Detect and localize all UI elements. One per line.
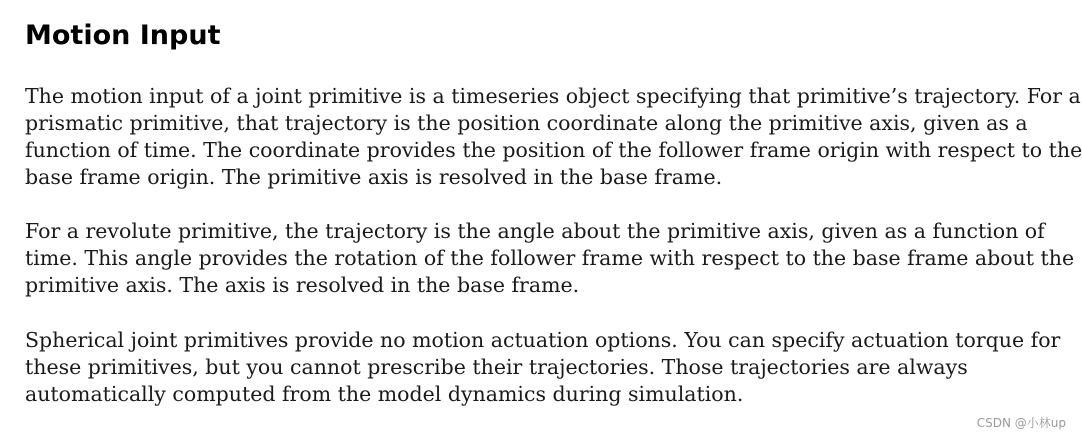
paragraph-line: prismatic primitive, that trajectory is the position coordinate along the primitive axis, given as a	[25, 111, 1028, 135]
page-title: Motion Input	[25, 20, 221, 51]
paragraph-line: time. This angle provides the rotation of the follower frame with respect to the base frame about the	[25, 246, 1075, 270]
paragraph-line: these primitives, but you cannot prescribe their trajectories. Those trajectories are always	[25, 355, 968, 379]
paragraph-revolute	[25, 218, 1080, 299]
paragraph-line: base frame origin. The primitive axis is resolved in the base frame.	[25, 165, 723, 189]
paragraph-line: The motion input of a joint primitive is a timeseries object specifying that primitive’s trajectory. For a	[25, 84, 1081, 108]
paragraph-line: Spherical joint primitives provide no motion actuation options. You can specify actuation torque for	[25, 328, 1061, 352]
paragraph-line: function of time. The coordinate provides the position of the follower frame origin with respect to the	[25, 138, 1082, 162]
paragraph-line: For a revolute primitive, the trajectory is the angle about the primitive axis, given as a function of	[25, 219, 1045, 243]
paragraph-motion-input	[25, 83, 1080, 191]
paragraph-spherical	[25, 327, 1080, 408]
watermark: CSDN @小林up	[976, 416, 1066, 430]
paragraph-line: automatically computed from the model dynamics during simulation.	[25, 382, 744, 406]
paragraph-line: primitive axis. The axis is resolved in the base frame.	[25, 273, 580, 297]
